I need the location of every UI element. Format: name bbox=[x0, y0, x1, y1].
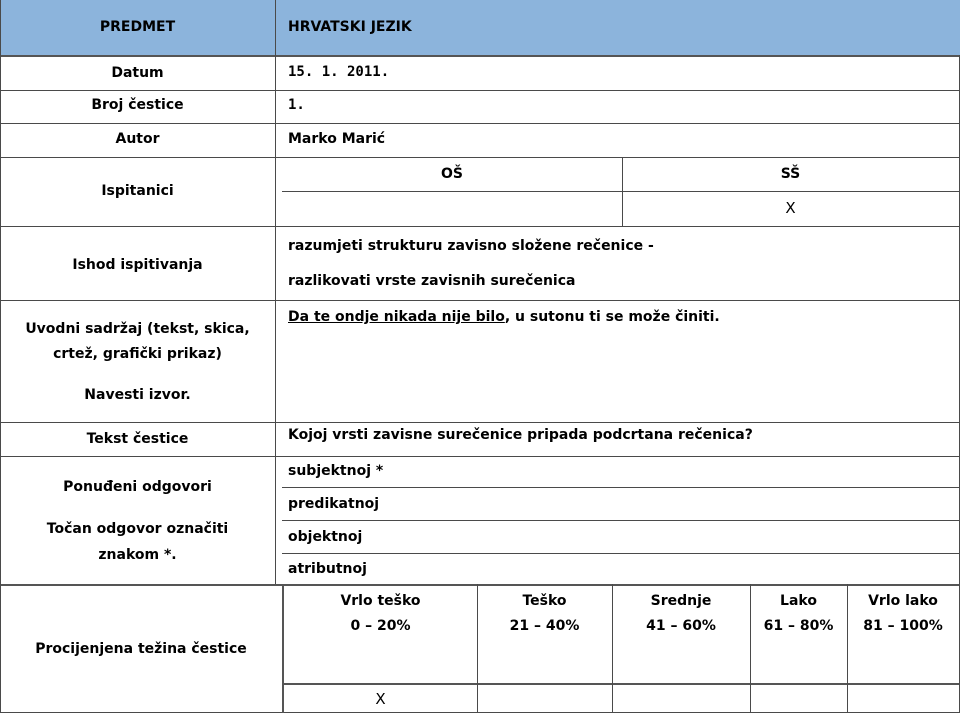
difficulty-range: 61 – 80% bbox=[763, 618, 834, 634]
os-label: OŠ bbox=[441, 166, 463, 182]
grid-line bbox=[282, 683, 960, 685]
predmet-value: HRVATSKI JEZIK bbox=[288, 19, 412, 35]
grid-line bbox=[282, 520, 960, 521]
difficulty-range: 81 – 100% bbox=[863, 618, 943, 634]
ponudeni-label: Ponuđeni odgovori bbox=[63, 479, 212, 495]
difficulty-name: Teško bbox=[522, 593, 567, 609]
ss-mark: X bbox=[785, 199, 796, 217]
uvodni-label-line-2: crtež, grafički prikaz) bbox=[53, 346, 222, 362]
tocan-label-line-1: Točan odgovor označiti bbox=[46, 521, 229, 537]
grid-line bbox=[275, 0, 276, 584]
ishod-line-1: razumjeti strukturu zavisno složene rečenice - bbox=[288, 238, 654, 254]
datum-label: Datum bbox=[111, 65, 164, 81]
grid-line bbox=[0, 226, 960, 227]
difficulty-name: Vrlo lako bbox=[868, 593, 938, 609]
grid-line bbox=[282, 487, 960, 488]
grid-line bbox=[0, 55, 960, 57]
datum-value: 15. 1. 2011. bbox=[288, 64, 390, 80]
ishod-label: Ishod ispitivanja bbox=[72, 257, 203, 273]
difficulty-name: Lako bbox=[780, 593, 817, 609]
autor-value: Marko Marić bbox=[288, 131, 386, 147]
answer-option: subjektnoj * bbox=[288, 463, 384, 479]
grid-line bbox=[0, 712, 960, 713]
difficulty-range: 41 – 60% bbox=[646, 618, 716, 634]
tezina-label: Procijenjena težina čestice bbox=[35, 641, 247, 657]
grid-line bbox=[0, 456, 960, 457]
difficulty-range: 21 – 40% bbox=[509, 618, 580, 634]
tekst-value: Kojoj vrsti zavisne surečenice pripada podcrtana rečenica? bbox=[288, 427, 753, 443]
grid-line bbox=[0, 157, 960, 158]
grid-line bbox=[0, 584, 960, 586]
ispitanici-label: Ispitanici bbox=[101, 183, 174, 199]
uvodni-label-line-1: Uvodni sadržaj (tekst, skica, bbox=[25, 321, 250, 337]
predmet-label: PREDMET bbox=[99, 19, 176, 35]
answer-option: objektnoj bbox=[288, 529, 363, 545]
grid-line bbox=[0, 300, 960, 301]
grid-line bbox=[282, 191, 960, 192]
underlined-sentence: Da te ondje nikada nije bilo bbox=[288, 309, 505, 325]
broj-value: 1. bbox=[288, 97, 305, 113]
answer-option: predikatnoj bbox=[288, 496, 380, 512]
difficulty-name: Vrlo teško bbox=[340, 593, 421, 609]
broj-label: Broj čestice bbox=[91, 97, 184, 113]
ss-label: SŠ bbox=[780, 166, 801, 182]
tekst-label: Tekst čestice bbox=[86, 431, 189, 447]
difficulty-mark: X bbox=[375, 690, 386, 708]
grid-line bbox=[0, 90, 960, 91]
grid-line bbox=[0, 123, 960, 124]
ishod-line-2: razlikovati vrste zavisnih surečenica bbox=[288, 273, 576, 289]
grid-line bbox=[0, 422, 960, 423]
autor-label: Autor bbox=[115, 131, 160, 147]
difficulty-name: Srednje bbox=[650, 593, 712, 609]
tocan-label-line-2: znakom *. bbox=[98, 547, 177, 563]
difficulty-range: 0 – 20% bbox=[350, 618, 411, 634]
uvodni-rest: , u sutonu ti se može činiti. bbox=[504, 309, 720, 325]
answer-option: atributnoj bbox=[288, 561, 367, 577]
uvodni-content bbox=[288, 309, 720, 325]
grid-line bbox=[282, 553, 960, 554]
uvodni-label-line-3: Navesti izvor. bbox=[84, 387, 191, 403]
